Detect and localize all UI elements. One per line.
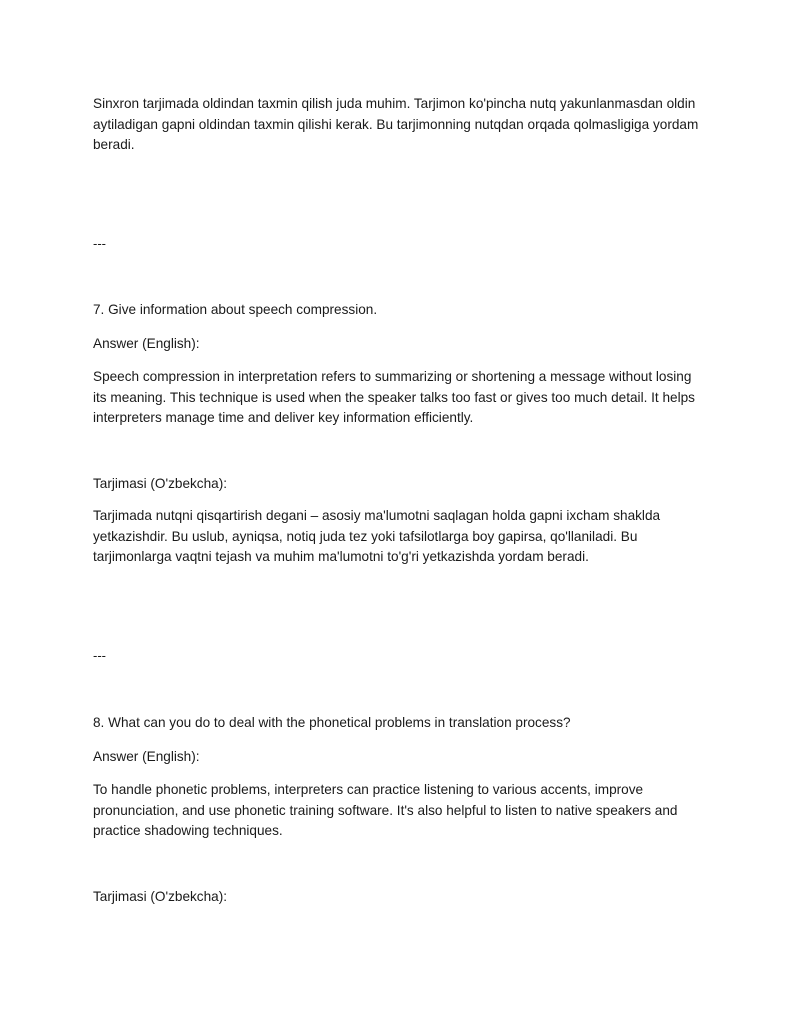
separator-1: --- — [93, 236, 106, 251]
q8-answer-text: To handle phonetic problems, interpreters can practice listening to various accents, improve pronunciation, and use phonetic training software. It's also helpful to listen to native speakers and practice shadowing techniques. — [93, 782, 678, 838]
intro-paragraph: Sinxron tarjimada oldindan taxmin qilish juda muhim. Tarjimon ko'pincha nutq yakunlanmasdan oldin aytiladigan gapni oldindan taxmin qilishi kerak. Bu tarjimonning nutqdan orqada qolmasligiga yordam beradi. — [93, 96, 699, 152]
q7-translation-label: Tarjimasi (O'zbekcha): — [93, 476, 228, 491]
q8-translation-label: Tarjimasi (O'zbekcha): — [93, 889, 228, 904]
q7-answer-label: Answer (English): — [93, 336, 200, 351]
question-7: 7. Give information about speech compression. — [93, 302, 378, 317]
question-8: 8. What can you do to deal with the phonetical problems in translation process? — [93, 715, 571, 730]
separator-2: --- — [93, 648, 106, 663]
q7-translation-text: Tarjimada nutqni qisqartirish degani – asosiy ma'lumotni saqlagan holda gapni ixcham shaklda yetkazishdir. Bu uslub, ayniqsa, notiq juda tez yoki tafsilotlarga boy gapirsa, qo'llaniladi. Bu tarjimonlarga vaqtni tejash va muhim ma'lumotni to'g'ri yetkazishda yordam beradi. — [93, 508, 661, 564]
q7-answer-text: Speech compression in interpretation refers to summarizing or shortening a message without losing its meaning. This technique is used when the speaker talks too fast or gives too much detail. It helps interpreters manage time and deliver key information efficiently. — [93, 369, 695, 425]
q8-answer-label: Answer (English): — [93, 749, 200, 764]
